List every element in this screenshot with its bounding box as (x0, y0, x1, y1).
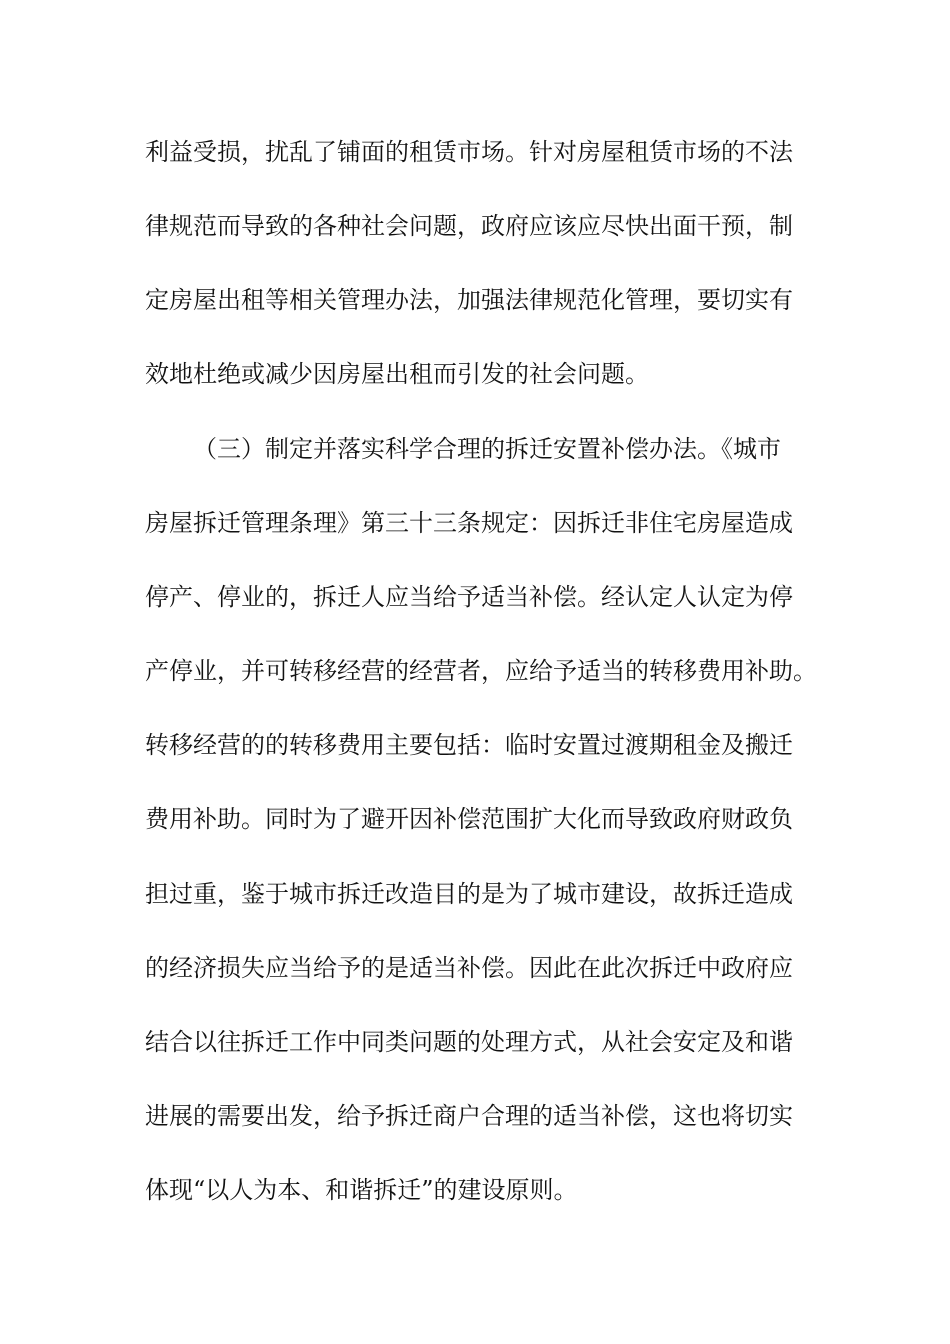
text-line-5-paragraph-start: （三）制定并落实科学合理的拆迁安置补偿办法。《城市 (193, 435, 781, 463)
text-line-11: 担过重，鉴于城市拆迁改造目的是为了城市建设，故拆迁造成 (145, 880, 793, 908)
text-line-2: 律规范而导致的各种社会问题，政府应该应尽快出面干预，制 (145, 212, 793, 240)
text-line-7: 停产、停业的，拆迁人应当给予适当补偿。经认定人认定为停 (145, 583, 793, 611)
text-line-8: 产停业，并可转移经营的经营者，应给予适当的转移费用补助。 (145, 657, 817, 685)
text-line-10: 费用补助。同时为了避开因补偿范围扩大化而导致政府财政负 (145, 805, 793, 833)
text-line-6: 房屋拆迁管理条理》第三十三条规定：因拆迁非住宅房屋造成 (145, 509, 793, 537)
text-line-3: 定房屋出租等相关管理办法，加强法律规范化管理，要切实有 (145, 286, 793, 314)
text-line-9: 转移经营的的转移费用主要包括：临时安置过渡期租金及搬迁 (145, 731, 793, 759)
text-line-15: 体现“以人为本、和谐拆迁”的建设原则。 (145, 1176, 578, 1204)
text-line-1: 利益受损，扰乱了铺面的租赁市场。针对房屋租赁市场的不法 (145, 138, 793, 166)
text-line-12: 的经济损失应当给予的是适当补偿。因此在此次拆迁中政府应 (145, 954, 793, 982)
text-line-14: 进展的需要出发，给予拆迁商户合理的适当补偿，这也将切实 (145, 1102, 793, 1130)
text-line-4: 效地杜绝或减少因房屋出租而引发的社会问题。 (145, 360, 649, 388)
text-line-13: 结合以往拆迁工作中同类问题的处理方式，从社会安定及和谐 (145, 1028, 793, 1056)
